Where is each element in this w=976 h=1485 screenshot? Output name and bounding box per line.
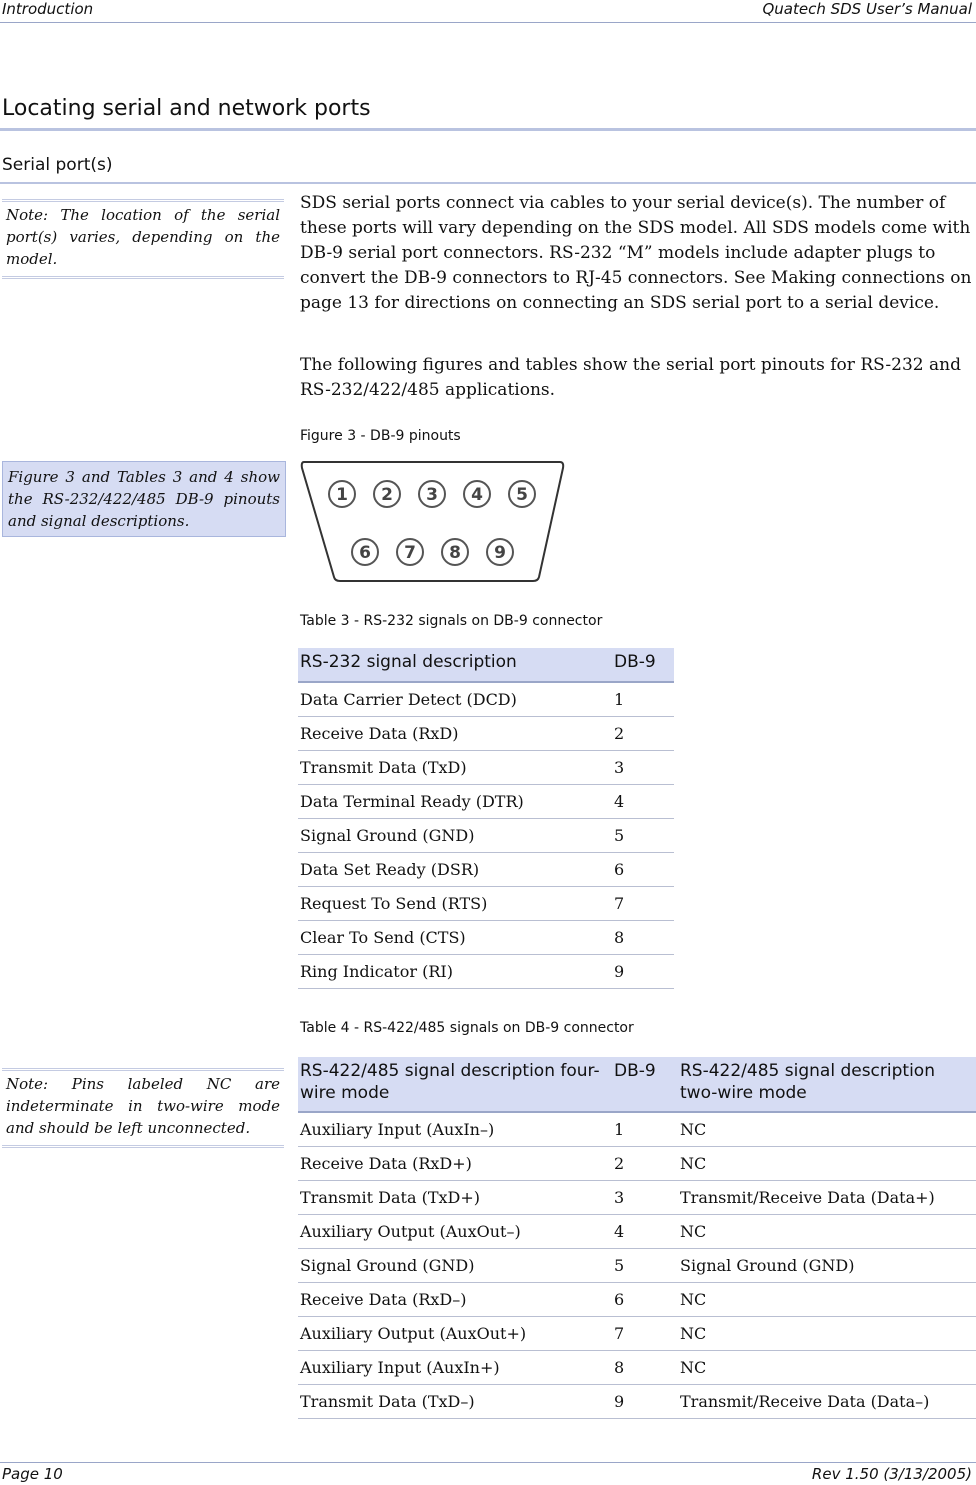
table-cell: Transmit Data (TxD–)	[298, 1385, 612, 1419]
table-cell: Auxiliary Output (AuxOut–)	[298, 1215, 612, 1249]
table-row	[298, 1147, 976, 1181]
table-cell: 4	[612, 785, 674, 819]
table-cell: 3	[612, 1181, 678, 1215]
table3-header-db9: DB-9	[612, 648, 674, 682]
table-row	[298, 1112, 976, 1147]
table-row	[298, 717, 674, 751]
table-cell: Receive Data (RxD+)	[298, 1147, 612, 1181]
table3-header-description: RS-232 signal description	[298, 648, 612, 682]
table-cell: 9	[612, 955, 674, 989]
table-cell: NC	[678, 1147, 976, 1181]
table-cell: Signal Ground (GND)	[298, 1249, 612, 1283]
table-row	[298, 955, 674, 989]
db9-connector-diagram	[300, 460, 566, 585]
table-cell: 8	[612, 921, 674, 955]
table-cell: 7	[612, 1317, 678, 1351]
section-rule	[0, 128, 976, 131]
subsection-rule	[0, 182, 976, 184]
note-location: Note: The location of the serial port(s) varies, depending on the model.	[2, 199, 284, 279]
table-cell: 4	[612, 1215, 678, 1249]
table-row	[298, 819, 674, 853]
footer-left: Page 10	[2, 1465, 63, 1483]
table-cell: 9	[612, 1385, 678, 1419]
note-figure: Figure 3 and Tables 3 and 4 show the RS-232/422/485 DB-9 pinouts and signal descriptions.	[2, 461, 286, 537]
pin-label-6: 6	[359, 543, 371, 563]
table-cell: Signal Ground (GND)	[678, 1249, 976, 1283]
table-cell: Ring Indicator (RI)	[298, 955, 612, 989]
table-row	[298, 682, 674, 717]
footer-right: Rev 1.50 (3/13/2005)	[811, 1465, 972, 1483]
table-row	[298, 1181, 976, 1215]
pin-label-7: 7	[404, 543, 416, 563]
table-cell: Transmit Data (TxD+)	[298, 1181, 612, 1215]
note-pins: Note: Pins labeled NC are indeterminate in two-wire mode and should be left unconnected.	[2, 1068, 284, 1148]
table-cell: 1	[612, 682, 674, 717]
table-cell: 6	[612, 853, 674, 887]
table-cell: Data Terminal Ready (DTR)	[298, 785, 612, 819]
table-row	[298, 1283, 976, 1317]
table4-header-four-wire: RS-422/485 signal description four-wire mode	[298, 1057, 612, 1112]
table-cell: 2	[612, 1147, 678, 1181]
table-row	[298, 785, 674, 819]
table-cell: Request To Send (RTS)	[298, 887, 612, 921]
header-right: Quatech SDS User’s Manual	[762, 0, 972, 18]
subsection-title: Serial port(s)	[2, 155, 113, 175]
table-cell: NC	[678, 1317, 976, 1351]
pin-label-9: 9	[494, 543, 506, 563]
table-cell: 2	[612, 717, 674, 751]
table-cell: NC	[678, 1215, 976, 1249]
table-cell: 5	[612, 819, 674, 853]
table-cell: Receive Data (RxD–)	[298, 1283, 612, 1317]
pin-label-4: 4	[471, 485, 483, 505]
page-footer	[0, 1462, 976, 1485]
table-row	[298, 1215, 976, 1249]
table-cell: Transmit/Receive Data (Data–)	[678, 1385, 976, 1419]
table-cell: Data Set Ready (DSR)	[298, 853, 612, 887]
table-cell: 6	[612, 1283, 678, 1317]
table4-caption: Table 4 - RS-422/485 signals on DB-9 connector	[300, 1020, 634, 1036]
table-row	[298, 853, 674, 887]
table-cell: Auxiliary Input (AuxIn–)	[298, 1112, 612, 1147]
pin-label-2: 2	[381, 485, 393, 505]
pin-label-3: 3	[426, 485, 438, 505]
table4-header-db9: DB-9	[612, 1057, 678, 1112]
table-cell: Signal Ground (GND)	[298, 819, 612, 853]
section-title: Locating serial and network ports	[2, 96, 371, 121]
header-left: Introduction	[2, 0, 94, 18]
table-cell: 1	[612, 1112, 678, 1147]
paragraph-figures: The following figures and tables show the serial port pinouts for RS-232 and RS-232/422/485 applications.	[300, 355, 961, 400]
table-cell: Transmit/Receive Data (Data+)	[678, 1181, 976, 1215]
table-cell: 3	[612, 751, 674, 785]
table-row	[298, 887, 674, 921]
table-cell: Receive Data (RxD)	[298, 717, 612, 751]
table-row	[298, 1249, 976, 1283]
table-cell: Data Carrier Detect (DCD)	[298, 682, 612, 717]
paragraph-intro: SDS serial ports connect via cables to your serial device(s). The number of these ports will vary depending on the SDS model. All SDS models come with DB-9 serial port connectors. RS-232 “M” models include adapter plugs to convert the DB-9 connectors to RJ-45 connectors. See Making connections on page 13 for directions on connecting an SDS serial port to a serial device.	[300, 193, 972, 313]
table3-rs232	[298, 648, 674, 989]
table-cell: 7	[612, 887, 674, 921]
table-cell: NC	[678, 1283, 976, 1317]
table-row	[298, 1385, 976, 1419]
table-cell: Clear To Send (CTS)	[298, 921, 612, 955]
table-cell: NC	[678, 1112, 976, 1147]
table-cell: Auxiliary Input (AuxIn+)	[298, 1351, 612, 1385]
table-row	[298, 1351, 976, 1385]
table4-header-two-wire: RS-422/485 signal description two-wire mode	[678, 1057, 976, 1112]
table-row	[298, 921, 674, 955]
table-cell: 8	[612, 1351, 678, 1385]
table-row	[298, 1317, 976, 1351]
table3-caption: Table 3 - RS-232 signals on DB-9 connector	[300, 613, 603, 629]
pin-label-5: 5	[516, 485, 528, 505]
table-row	[298, 751, 674, 785]
page-header	[0, 0, 976, 23]
table4-rs422-485	[298, 1057, 976, 1419]
pin-label-1: 1	[336, 485, 348, 505]
table-cell: Auxiliary Output (AuxOut+)	[298, 1317, 612, 1351]
pin-label-8: 8	[449, 543, 461, 563]
figure-caption: Figure 3 - DB-9 pinouts	[300, 428, 461, 444]
table-cell: NC	[678, 1351, 976, 1385]
table-cell: 5	[612, 1249, 678, 1283]
table-cell: Transmit Data (TxD)	[298, 751, 612, 785]
